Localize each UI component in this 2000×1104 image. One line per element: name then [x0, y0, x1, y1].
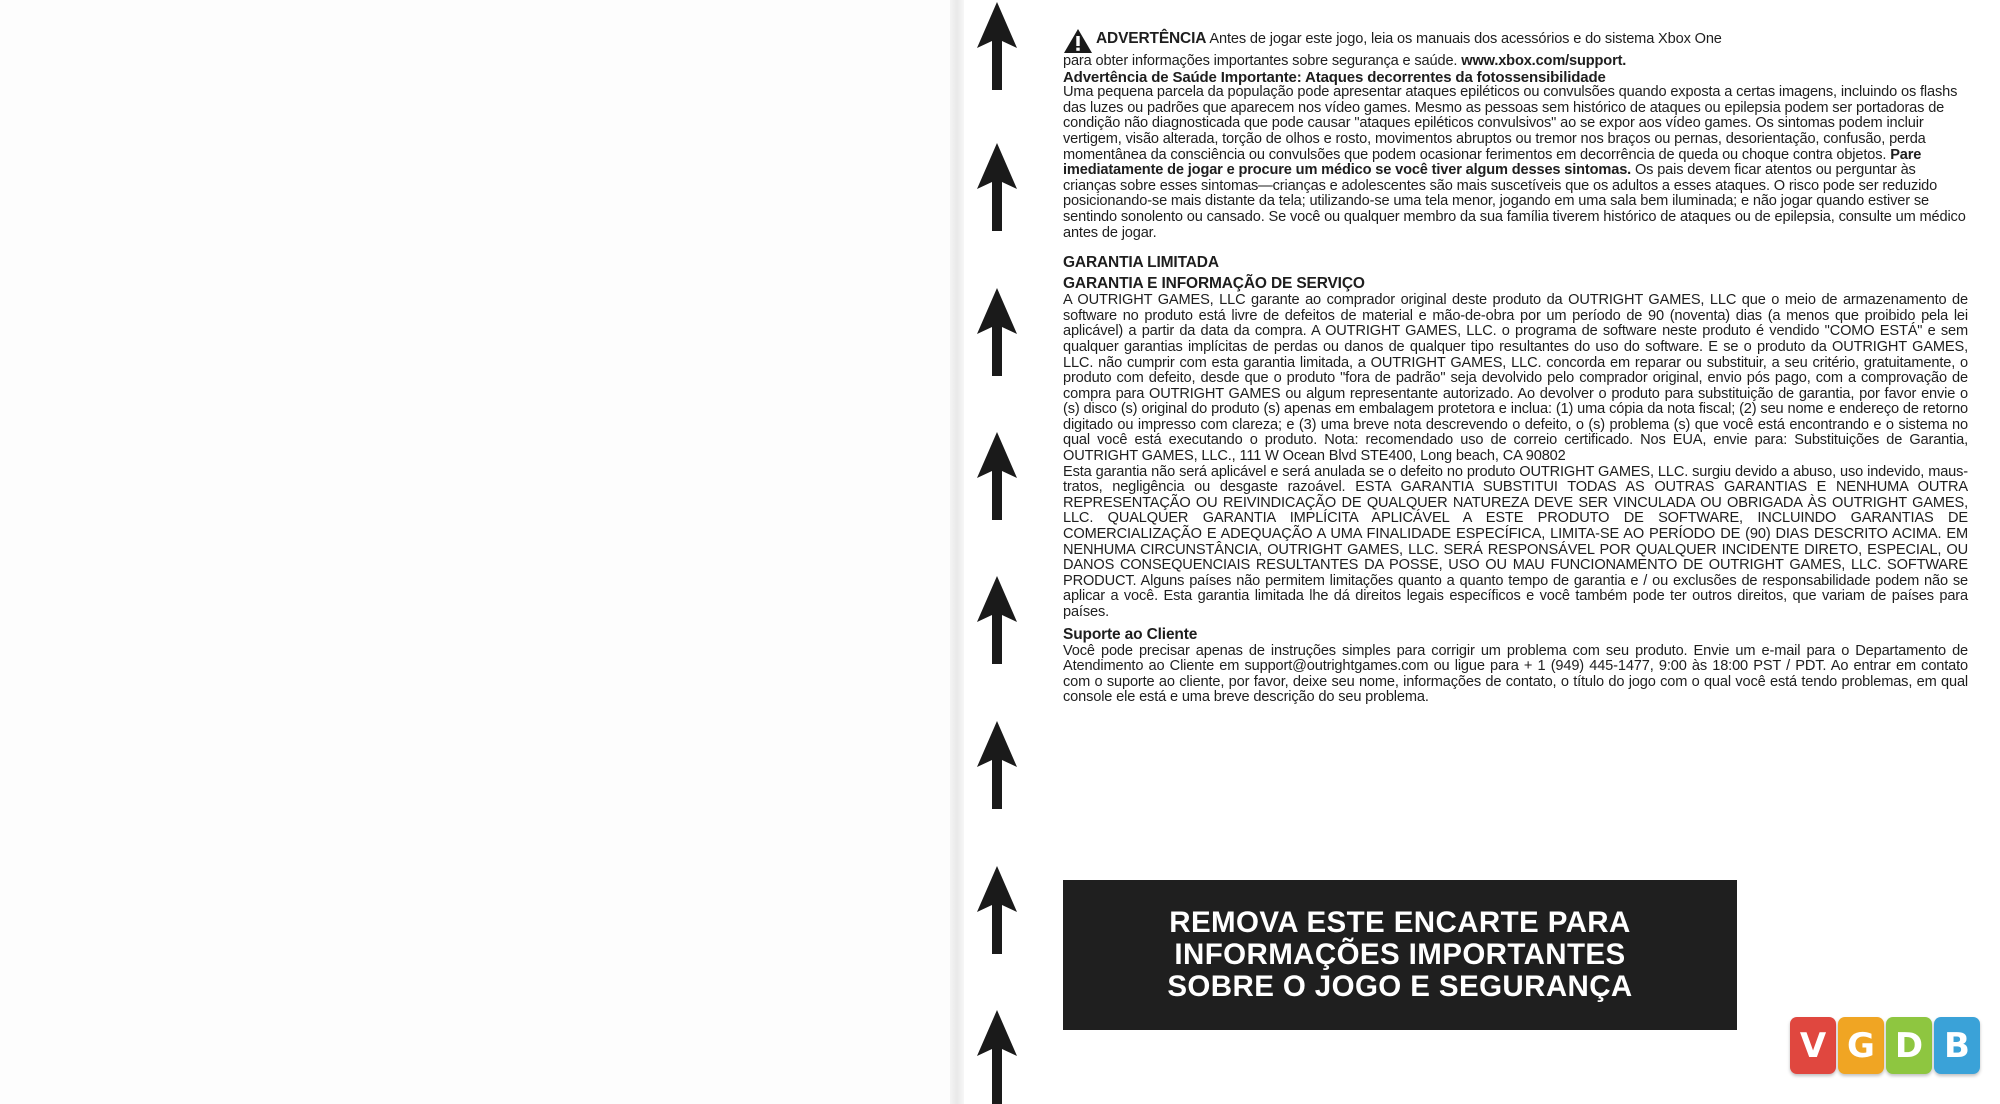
banner-line-3: SOBRE O JOGO E SEGURANÇA — [1167, 970, 1633, 1003]
arrow-up-icon — [976, 721, 1018, 809]
arrow-up-icon — [976, 432, 1018, 520]
warning-text-1: Antes de jogar este jogo, leia os manuais dos acessórios e do sistema Xbox One — [1206, 31, 1722, 47]
health-heading: Advertência de Saúde Importante: Ataques decorrentes da fotossensibilidade — [1063, 68, 1606, 86]
health-body-bold: Pare imediatamente de jogar e procure um médico se você tiver algum desses sintomas. — [1063, 146, 1922, 179]
health-body-1: Uma pequena parcela da população pode apresentar ataques epiléticos ou convulsões quando exposta a certas imagens, incluindo os flashs das luzes ou padrões que aparecem nos vídeo games. Mesmo as pessoas sem histórico de ataques ou epilepsia podem ser portadoras de condição não diagnosticada que pode causar "ataques epiléticos convulsivos" ao se expor aos vídeo games. Os sintomas podem incluir vertigem, visão alterada, torção de olhos e rosto, movimentos abruptos ou tremor nos braços ou pernas, desorientação, confusão, perda momentânea da consciência ou convulsões que podem ocasionar ferimentos em decorrência de queda ou choque contra objetos. — [1063, 84, 1958, 163]
xbox-warning — [1063, 28, 1968, 54]
vgdb-watermark — [1790, 1017, 1980, 1074]
warranty-subheading: GARANTIA E INFORMAÇÃO DE SERVIÇO — [1063, 275, 1365, 293]
warning-triangle-icon — [1063, 28, 1093, 54]
health-body — [1063, 85, 1968, 241]
watermark-tile-d: D — [1886, 1017, 1932, 1074]
warranty-paragraph-1: A OUTRIGHT GAMES, LLC garante ao comprador original deste produto da OUTRIGHT GAMES, LLC que o meio de armazenamento de software no produto está livre de defeitos de material e mão-de-obra por um período de 90 (noventa) dias (a menos que proibido pela lei aplicável) a partir da data da compra. A OUTRIGHT GAMES, LLC. o programa de software neste produto é vendido "COMO ESTÁ" e sem qualquer garantias implícitas de perdas ou danos de qualquer tipo resultantes do uso do software. E se o produto da OUTRIGHT GAMES, LLC. não cumprir com esta garantia limitada, a OUTRIGHT GAMES, LLC. concorda em reparar ou substituir, a seu critério, gratuitamente, o produto com defeito, desde que o produto "fora de padrão" seja devolvido pelo comprador original, envio pós pago, com a comprovação de compra para OUTRIGHT GAMES ou algum representante autorizado. Ao devolver o produto para substituição de garantia, por favor envie o (s) disco (s) original do produto (s) apenas em embalagem protetora e inclua: (1) uma cópia da nota fiscal; (2) seu nome e endereço de retorno digitado ou impresso com clareza; e (3) uma breve nota descrevendo o defeito, o (s) problema (s) que você está encontrando e o sistema no qual você está executando o produto. Nota: recomendado uso de correio certificado. Nos EUA, envie para: Substituições de Garantia, OUTRIGHT GAMES, LLC., 111 W Ocean Blvd STE400, Long beach, CA 90802 — [1063, 292, 1968, 465]
watermark-tile-g: G — [1838, 1017, 1884, 1074]
xbox-support-link[interactable]: www.xbox.com/support. — [1461, 53, 1627, 69]
remove-insert-banner — [1063, 880, 1737, 1030]
arrow-up-icon — [976, 576, 1018, 664]
health-body-2: Os pais devem ficar atentos ou perguntar às crianças sobre esses sintomas—crianças e adolescentes são mais suscetíveis que os adultos a esses ataques. O risco pode ser reduzido posicionando-se mais distante da tela; utilizando-se uma tela menor, jogando em uma sala bem iluminada; e não jogar quando estiver se sentindo sonolento ou cansado. Se você ou qualquer membro da sua família tiverem histórico de ataques ou de epilepsia, consulte um médico antes de jogar. — [1063, 162, 1966, 241]
arrow-up-icon — [976, 288, 1018, 376]
blank-left-page — [0, 0, 958, 1104]
insert-text — [1063, 28, 1968, 706]
page-fold — [950, 0, 964, 1104]
arrow-up-icon — [976, 143, 1018, 231]
arrow-up-icon — [976, 1010, 1018, 1104]
watermark-tile-v: V — [1790, 1017, 1836, 1074]
warning-text-2: para obter informações importantes sobre segurança e saúde. — [1063, 53, 1462, 69]
arrow-up-icon — [976, 866, 1018, 954]
warranty-paragraph-2: Esta garantia não será aplicável e será anulada se o defeito no produto OUTRIGHT GAMES, LLC. surgiu devido a abuso, uso indevido, maus-tratos, negligência ou desgaste razoável. ESTA GARANTIA SUBSTITUI TODAS AS OUTRAS GARANTIAS E NENHUMA OUTRA REPRESENTAÇÃO OU REIVINDICAÇÃO DE QUALQUER NATUREZA DEVE SER VINCULADA OU OBRIGADA ÀS OUTRIGHT GAMES, LLC. QUALQUER GARANTIA IMPLÍCITA APLICÁVEL A ESTE PRODUTO DE SOFTWARE, INCLUINDO GARANTIAS DE COMERCIALIZAÇÃO E ADEQUAÇÃO A UMA FINALIDADE ESPECÍFICA, LIMITA-SE AO PERÍODO DE (90) DIAS DESCRITO ACIMA. EM NENHUMA CIRCUNSTÂNCIA, OUTRIGHT GAMES, LLC. SERÁ RESPONSÁVEL POR QUALQUER INCIDENTE DIRETO, ESPECIAL, OU DANOS CONSEQUENCIAIS RESULTANTES DA POSSE, USO OU MAU FUNCIONAMENTO DE OUTRIGHT GAMES, LLC. SOFTWARE PRODUCT. Alguns países não permitem limitações quanto a quanto tempo de garantia e / ou exclusões de responsabilidade podem não se aplicar a você. Esta garantia limitada lhe dá direitos legais específicos e você também pode ter outros direitos, que variam de países para países. — [1063, 463, 1968, 620]
banner-line-2: INFORMAÇÕES IMPORTANTES — [1174, 938, 1626, 971]
banner-line-1: REMOVA ESTE ENCARTE PARA — [1169, 906, 1631, 939]
arrow-up-icon — [976, 2, 1018, 90]
support-heading: Suporte ao Cliente — [1063, 625, 1198, 643]
warranty-heading: GARANTIA LIMITADA — [1063, 254, 1219, 272]
support-body: Você pode precisar apenas de instruções simples para corrigir um problema com seu produto. Envie um e-mail para o Departamento de Atendimento ao Cliente em support@outrightgames.com ou ligue para + 1 (949) 445-1477, 9:00 às 18:00 PST / PDT. Ao entrar em contato com o suporte ao cliente, por favor, deixe seu nome, informações de contato, o título do jogo com o qual você está tendo problemas, em qual console ele está e uma breve descrição do seu problema. — [1063, 642, 1968, 706]
warning-label: ADVERTÊNCIA — [1096, 30, 1207, 47]
watermark-tile-b: B — [1934, 1017, 1980, 1074]
